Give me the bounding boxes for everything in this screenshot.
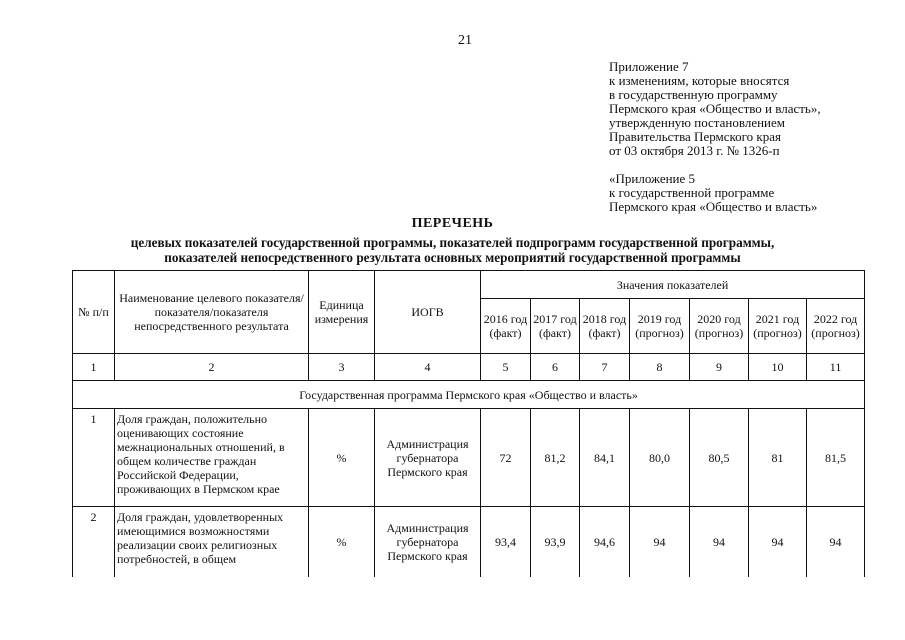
appendix-line: Правительства Пермского края [609,129,781,144]
table-row [73,409,865,507]
column-number: 6 [531,354,580,381]
row-unit: % [309,507,375,577]
header-year: 2021 год (прогноз) [749,299,807,354]
row-value: 94 [807,507,865,577]
column-number: 8 [630,354,690,381]
row-iogv: Администрация губернатора Пермского края [375,507,481,577]
row-value: 81 [749,409,807,507]
row-value: 93,9 [531,507,580,577]
column-number: 7 [580,354,630,381]
section-title: Государственная программа Пермского края «Общество и власть» [73,381,865,409]
row-value: 94,6 [580,507,630,577]
row-num: 1 [73,409,115,507]
column-number: 4 [375,354,481,381]
row-value: 80,0 [630,409,690,507]
subtitle-line: показателей непосредственного результата основных мероприятий государственной программы [164,249,741,265]
appendix-line: к изменениям, которые вносятся [609,73,790,88]
column-number: 11 [807,354,865,381]
appendix5-line: Пермского края «Общество и власть» [609,199,818,214]
table-row [73,507,865,577]
appendix5-line: «Приложение 5 [609,171,696,186]
column-number: 2 [115,354,309,381]
header-values-group: Значения показателей [481,271,865,299]
header-year: 2020 год (прогноз) [690,299,749,354]
section-row [73,381,865,409]
row-value: 94 [749,507,807,577]
row-value: 80,5 [690,409,749,507]
row-name: Доля граждан, положительно оценивающих состояние межнациональных отношений, в общем количестве граждан Российской Федерации, проживающих в Пермском крае [115,409,309,507]
row-value: 81,5 [807,409,865,507]
row-value: 84,1 [580,409,630,507]
header-year: 2019 год (прогноз) [630,299,690,354]
header-year: 2017 год (факт) [531,299,580,354]
page-number: 21 [458,33,472,48]
row-value: 94 [630,507,690,577]
subtitle-line: целевых показателей государственной программы, показателей подпрограмм государственной программы, [130,235,775,250]
column-number: 9 [690,354,749,381]
row-num: 2 [73,507,115,577]
column-numbers-row [73,354,865,381]
row-unit: % [309,409,375,507]
row-value: 81,2 [531,409,580,507]
document-title: ПЕРЕЧЕНЬ [411,216,494,231]
column-number: 5 [481,354,531,381]
row-value: 93,4 [481,507,531,577]
appendix-line: от 03 октября 2013 г. № 1326-п [609,143,780,158]
column-number: 1 [73,354,115,381]
appendix-line: в государственную программу [609,87,778,102]
header-row [73,271,865,299]
header-num: № п/п [73,271,115,354]
document-subtitle [0,236,905,265]
row-iogv: Администрация губернатора Пермского края [375,409,481,507]
indicators-table [72,270,865,577]
header-name: Наименование целевого показателя/показателя/показателя непосредственного результата [115,271,309,354]
column-number: 10 [749,354,807,381]
appendix-block [609,60,821,214]
column-number: 3 [309,354,375,381]
header-year: 2018 год (факт) [580,299,630,354]
appendix5-line: к государственной программе [609,185,775,200]
header-year: 2016 год (факт) [481,299,531,354]
appendix-line: Пермского края «Общество и власть», [609,101,821,116]
row-value: 72 [481,409,531,507]
header-iogv: ИОГВ [375,271,481,354]
row-name: Доля граждан, удовлетворенных имеющимися возможностями реализации своих религиозных потребностей, в общем [115,507,309,577]
row-value: 94 [690,507,749,577]
appendix-line: утвержденную постановлением [609,115,786,130]
header-unit: Единица измерения [309,271,375,354]
header-year: 2022 год (прогноз) [807,299,865,354]
appendix-line: Приложение 7 [609,59,689,74]
